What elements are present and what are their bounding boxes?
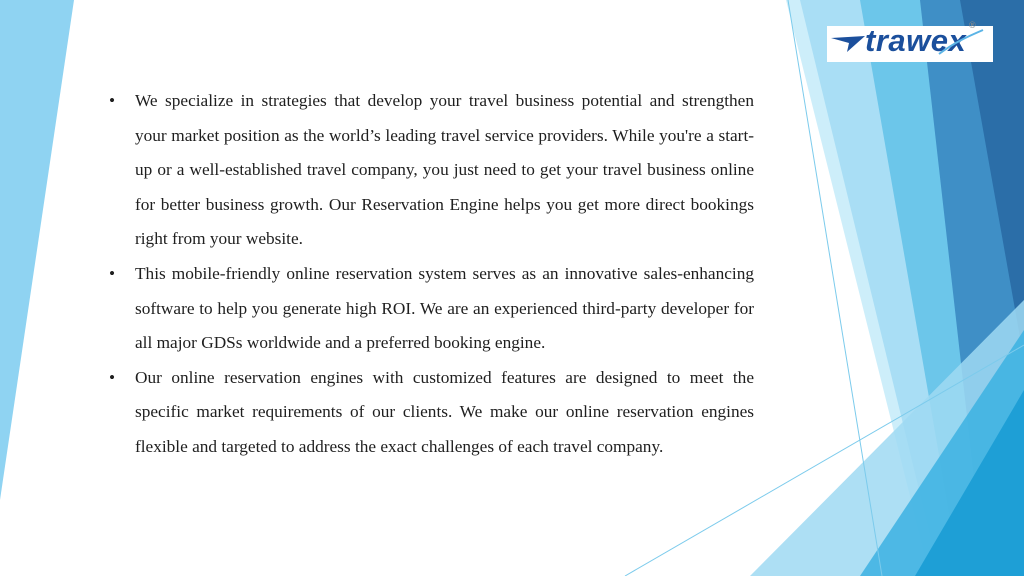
bullet-list	[107, 84, 754, 465]
bullet-text: This mobile-friendly online reservation system serves as an innovative sales-enhancing software to help you generate high ROI. We are an experienced third-party developer for all major GDSs worldwide and a preferred booking engine.	[135, 263, 754, 353]
logo-swoosh-icon	[937, 28, 985, 56]
bullet-text: Our online reservation engines with customized features are designed to meet the specific market requirements of our clients. We make our online reservation engines flexible and targeted to address the exact challenges of each travel company.	[135, 367, 754, 456]
logo-text: trawex	[865, 23, 967, 58]
bullet-item	[107, 84, 754, 257]
bullet-item	[107, 257, 754, 361]
bullet-marker: •	[109, 91, 116, 110]
registered-mark: ®	[969, 20, 976, 30]
bullet-text: We specialize in strategies that develop your travel business potential and strengthen your market position as the world’s leading travel service providers. While you're a start-up or a well-established travel company, you just need to get your travel business online for better business growth. Our Reservation Engine helps you get more direct bookings right from your website.	[135, 91, 754, 249]
bullet-marker: •	[109, 263, 116, 283]
bullet-marker: •	[109, 367, 116, 387]
bullet-item	[107, 361, 754, 465]
trawex-logo	[827, 20, 993, 62]
left-accent-wedge	[0, 0, 74, 500]
body-content	[107, 84, 754, 465]
logo-plane-icon	[831, 34, 865, 54]
